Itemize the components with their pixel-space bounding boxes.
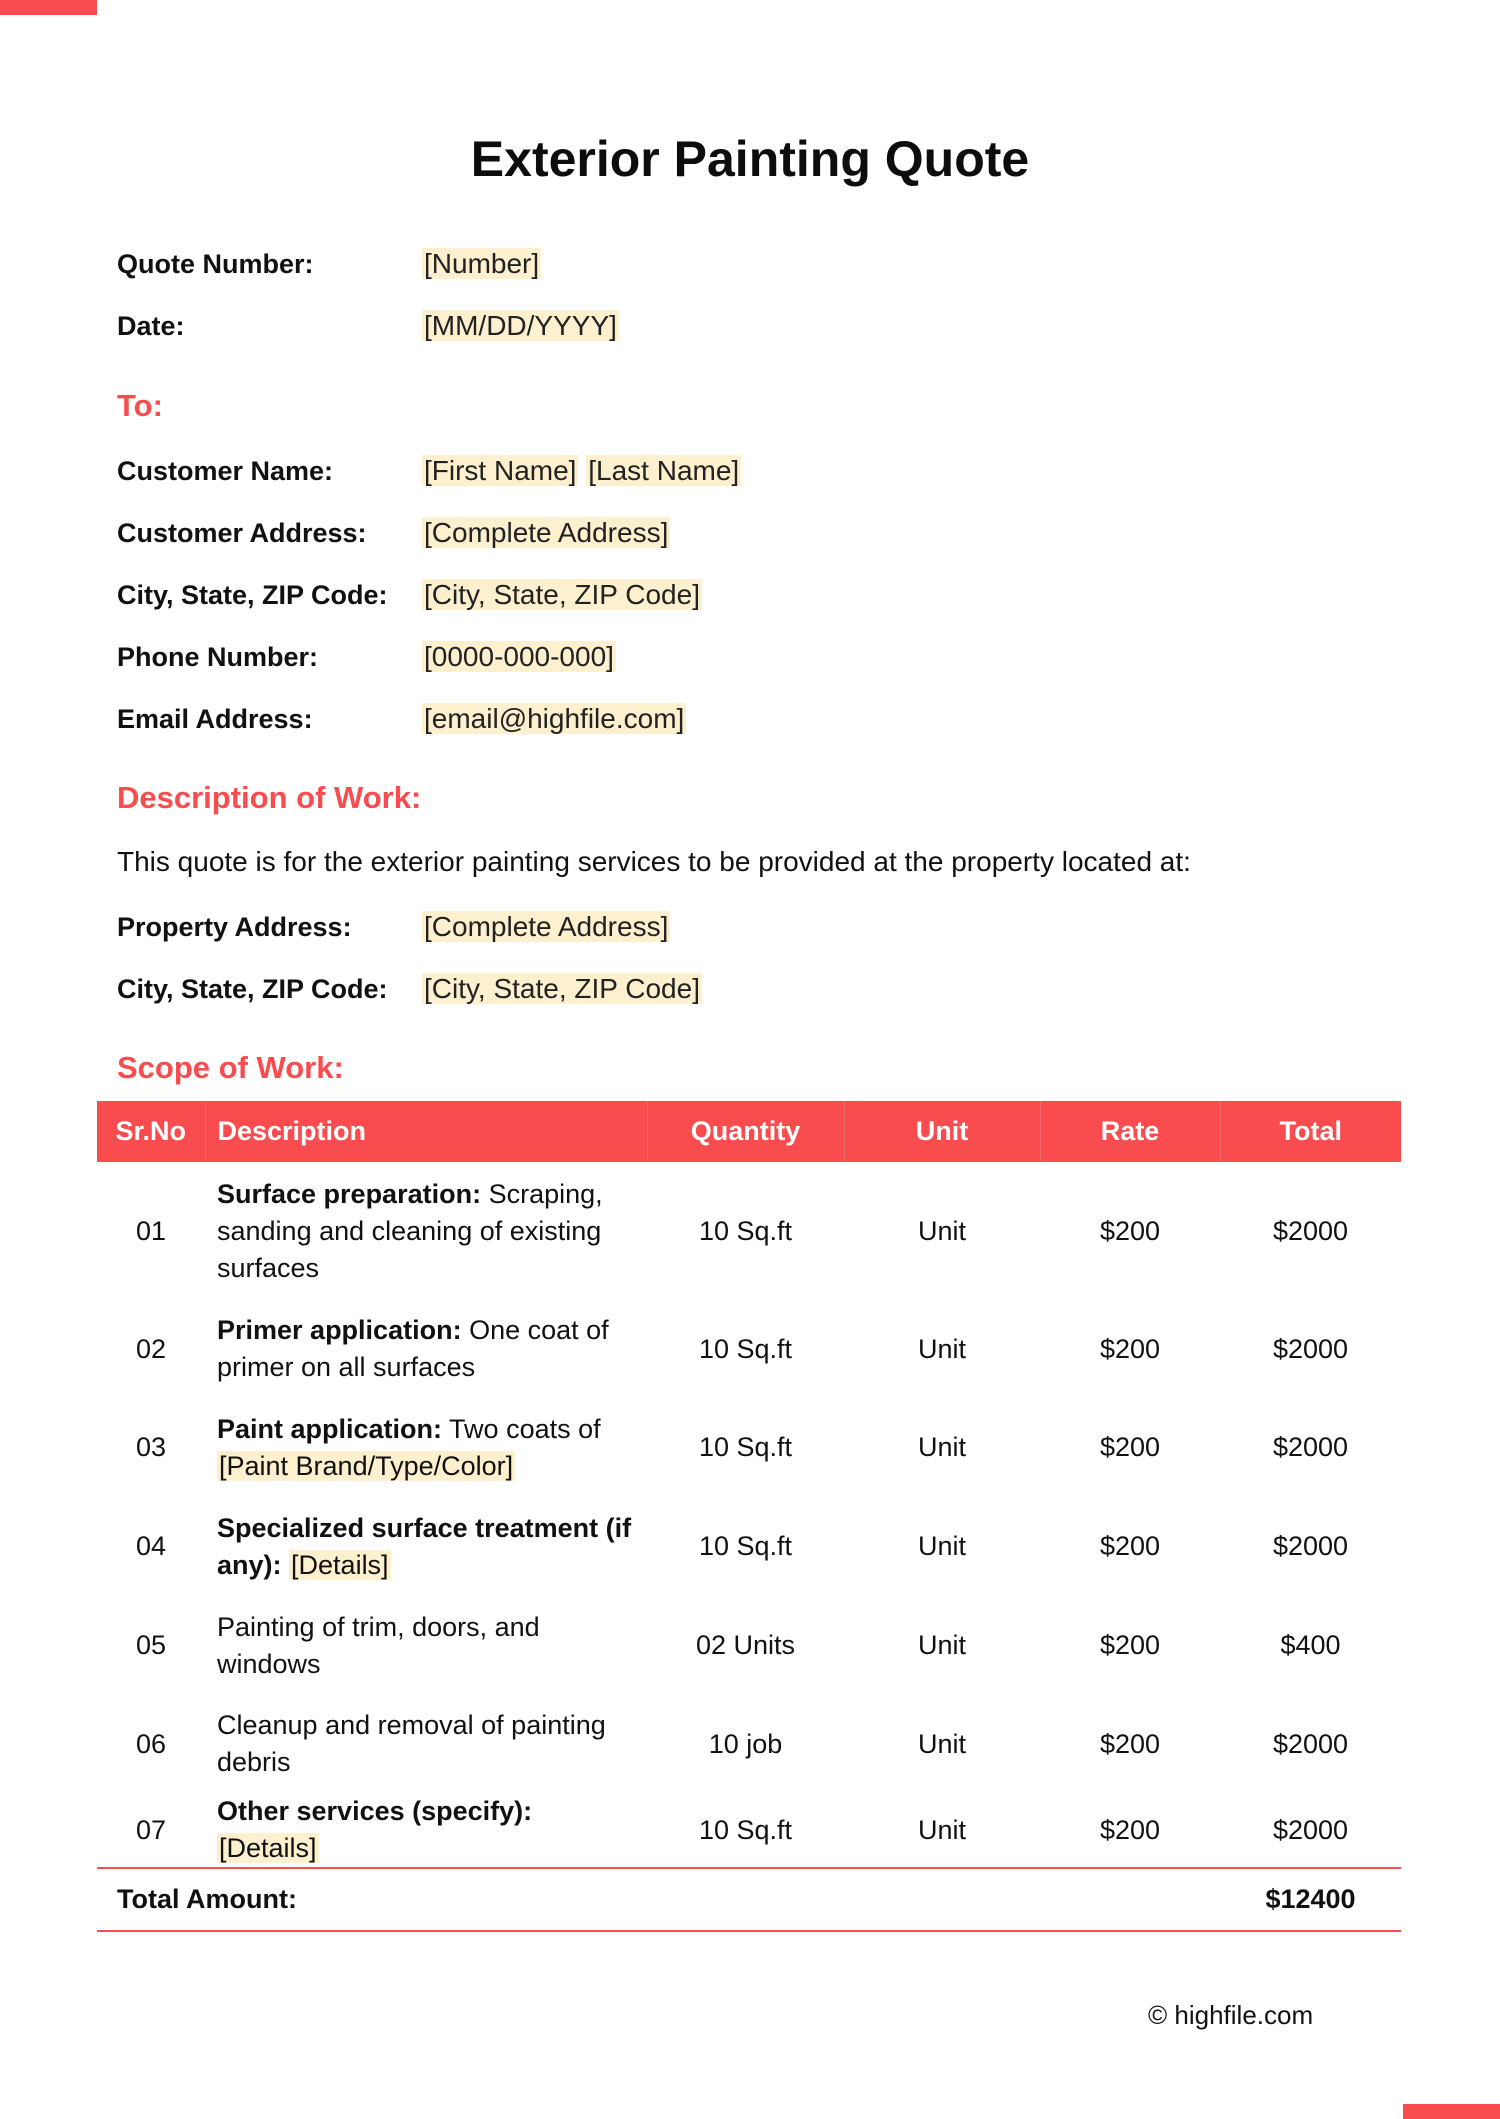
cell-total: $2000 bbox=[1272, 1814, 1349, 1845]
date-row bbox=[117, 308, 619, 344]
phone-field[interactable]: [0000-000-000] bbox=[424, 641, 614, 672]
cell-description bbox=[205, 1300, 647, 1398]
item-title: Primer application: bbox=[217, 1315, 462, 1345]
cell-description bbox=[205, 1162, 647, 1300]
last-name-field[interactable]: [Last Name] bbox=[588, 455, 740, 486]
cell-srno: 03 bbox=[135, 1432, 167, 1462]
total-amount-value: $12400 bbox=[1220, 1868, 1401, 1931]
item-title: Paint application: bbox=[217, 1413, 443, 1444]
total-row bbox=[97, 1868, 1401, 1931]
item-title: Specialized surface treatment (if any): bbox=[217, 1512, 632, 1580]
column-header-unit: Unit bbox=[844, 1101, 1040, 1162]
cell-srno: 05 bbox=[135, 1630, 167, 1660]
cell-quantity: 02 Units bbox=[695, 1630, 796, 1660]
table-row bbox=[97, 1300, 1401, 1398]
customer-city-label: City, State, ZIP Code: bbox=[117, 579, 388, 610]
scope-heading: Scope of Work: bbox=[117, 1050, 344, 1085]
item-title: Surface preparation: bbox=[217, 1178, 482, 1209]
cell-rate: $200 bbox=[1099, 1531, 1161, 1561]
cell-quantity: 10 Sq.ft bbox=[698, 1814, 793, 1845]
customer-address-row bbox=[117, 515, 670, 551]
item-text bbox=[282, 1550, 290, 1580]
cell-quantity: 10 Sq.ft bbox=[698, 1333, 793, 1364]
customer-city-row bbox=[117, 577, 702, 613]
quote-number-row bbox=[117, 246, 541, 282]
column-header-srno: Sr.No bbox=[97, 1101, 205, 1162]
phone-label: Phone Number: bbox=[117, 641, 319, 672]
cell-rate: $200 bbox=[1099, 1333, 1161, 1364]
cell-quantity: 10 job bbox=[708, 1728, 783, 1759]
cell-total: $2000 bbox=[1272, 1531, 1349, 1561]
table-row bbox=[97, 1596, 1401, 1695]
cell-srno: 01 bbox=[135, 1215, 167, 1246]
cell-total: $400 bbox=[1280, 1630, 1341, 1660]
customer-city-field[interactable]: [City, State, ZIP Code] bbox=[424, 579, 700, 610]
cell-total: $2000 bbox=[1272, 1728, 1349, 1759]
item-text: Scraping, sanding and cleaning of existing surfaces bbox=[217, 1178, 603, 1283]
phone-row bbox=[117, 639, 616, 675]
property-city-field[interactable]: [City, State, ZIP Code] bbox=[424, 973, 700, 1004]
item-text: Painting of trim, doors, and windows bbox=[217, 1611, 540, 1679]
cell-rate: $200 bbox=[1099, 1814, 1161, 1845]
cell-description bbox=[205, 1695, 647, 1793]
total-amount-label: Total Amount: bbox=[97, 1868, 1220, 1931]
date-field[interactable]: [MM/DD/YYYY] bbox=[424, 310, 617, 341]
item-title: Other services (specify): bbox=[217, 1796, 533, 1826]
description-text: This quote is for the exterior painting services to be provided at the property located at: bbox=[117, 846, 1191, 877]
item-text: Cleanup and removal of painting debris bbox=[217, 1710, 606, 1777]
column-header-rate: Rate bbox=[1040, 1101, 1220, 1162]
table-row bbox=[97, 1793, 1401, 1868]
cell-description bbox=[205, 1596, 647, 1695]
column-header-description: Description bbox=[205, 1101, 647, 1162]
property-address-row bbox=[117, 909, 670, 945]
property-city-row bbox=[117, 971, 702, 1007]
property-address-label: Property Address: bbox=[117, 911, 352, 942]
customer-address-field[interactable]: [Complete Address] bbox=[424, 517, 669, 548]
cell-srno: 06 bbox=[135, 1728, 167, 1759]
cell-rate: $200 bbox=[1099, 1630, 1161, 1660]
table-row bbox=[97, 1162, 1401, 1300]
description-heading: Description of Work: bbox=[117, 780, 422, 815]
column-header-total: Total bbox=[1220, 1101, 1401, 1162]
cell-total: $2000 bbox=[1272, 1432, 1349, 1462]
cell-srno: 04 bbox=[135, 1531, 167, 1561]
customer-name-label: Customer Name: bbox=[117, 455, 334, 486]
cell-srno: 02 bbox=[135, 1333, 167, 1364]
cell-quantity: 10 Sq.ft bbox=[698, 1432, 793, 1462]
cell-rate: $200 bbox=[1099, 1728, 1161, 1759]
treatment-details-field[interactable]: [Details] bbox=[291, 1549, 389, 1580]
date-label: Date: bbox=[117, 310, 185, 341]
cell-unit: Unit bbox=[917, 1728, 966, 1759]
cell-unit: Unit bbox=[917, 1333, 966, 1364]
cell-total: $2000 bbox=[1272, 1215, 1349, 1246]
cell-quantity: 10 Sq.ft bbox=[698, 1215, 793, 1246]
cell-rate: $200 bbox=[1099, 1432, 1161, 1462]
email-field[interactable]: [email@highfile.com] bbox=[424, 703, 685, 734]
table-row bbox=[97, 1398, 1401, 1497]
to-heading: To: bbox=[117, 388, 163, 423]
column-header-quantity: Quantity bbox=[647, 1101, 844, 1162]
quote-number-field[interactable]: [Number] bbox=[424, 248, 540, 279]
corner-accent-top bbox=[0, 0, 97, 15]
page-title: Exterior Painting Quote bbox=[470, 131, 1030, 187]
table-row bbox=[97, 1695, 1401, 1793]
cell-rate: $200 bbox=[1099, 1215, 1161, 1246]
cell-description bbox=[205, 1497, 647, 1596]
cell-total: $2000 bbox=[1272, 1333, 1349, 1364]
table-row bbox=[97, 1497, 1401, 1596]
scope-table bbox=[97, 1101, 1401, 1932]
cell-srno: 07 bbox=[135, 1814, 167, 1845]
cell-unit: Unit bbox=[917, 1432, 966, 1462]
cell-description bbox=[205, 1793, 647, 1868]
cell-unit: Unit bbox=[917, 1215, 966, 1246]
email-row bbox=[117, 701, 686, 737]
table-header-row bbox=[97, 1101, 1401, 1162]
email-label: Email Address: bbox=[117, 703, 313, 734]
cell-description bbox=[205, 1398, 647, 1497]
corner-accent-bottom bbox=[1403, 2104, 1500, 2119]
other-details-field[interactable]: [Details] bbox=[219, 1833, 317, 1863]
quote-number-label: Quote Number: bbox=[117, 248, 314, 279]
item-text: Two coats of bbox=[442, 1413, 601, 1444]
property-address-field[interactable]: [Complete Address] bbox=[424, 911, 669, 942]
first-name-field[interactable]: [First Name] bbox=[424, 455, 577, 486]
cell-unit: Unit bbox=[917, 1531, 966, 1561]
cell-unit: Unit bbox=[917, 1814, 966, 1845]
customer-address-label: Customer Address: bbox=[117, 517, 367, 548]
cell-unit: Unit bbox=[917, 1630, 966, 1660]
property-city-label: City, State, ZIP Code: bbox=[117, 973, 388, 1004]
paint-brand-field[interactable]: [Paint Brand/Type/Color] bbox=[219, 1450, 514, 1481]
customer-name-row bbox=[117, 453, 741, 489]
cell-quantity: 10 Sq.ft bbox=[698, 1531, 793, 1561]
footer-copyright: © highfile.com bbox=[1148, 2000, 1314, 2030]
item-text: One coat of primer on all surfaces bbox=[217, 1315, 609, 1382]
